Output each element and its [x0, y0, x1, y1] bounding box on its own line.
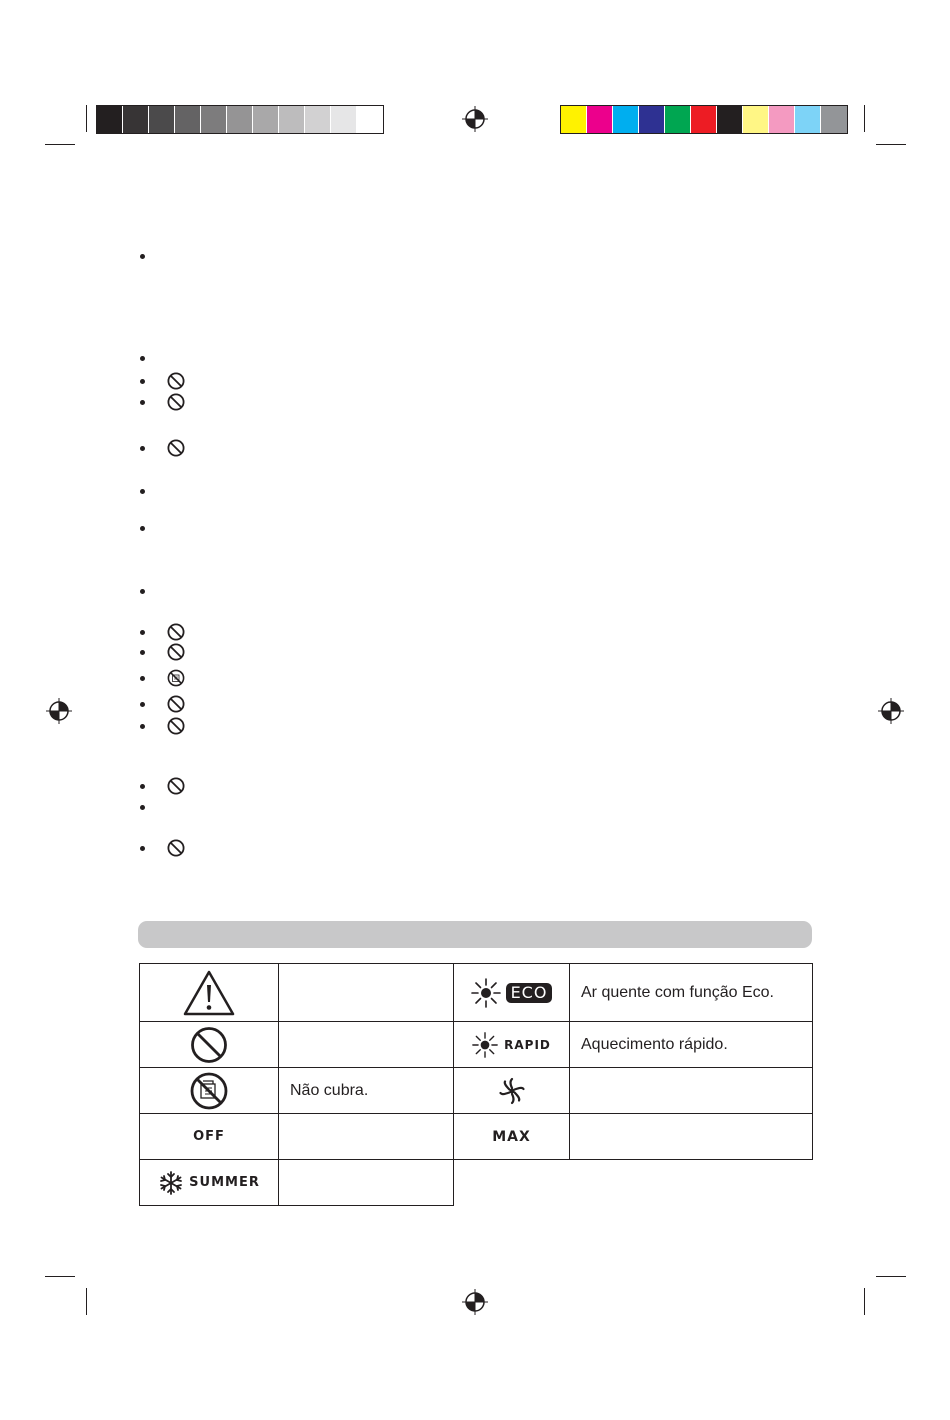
registration-mark-icon: [462, 106, 488, 132]
color-swatch: [717, 106, 743, 133]
prohibition-icon: [167, 777, 185, 795]
symbol-description: Ar quente com função Eco.: [569, 963, 813, 1022]
bullet-dot: [140, 846, 145, 851]
symbol-cell: [139, 963, 279, 1022]
symbol-cell: [139, 1021, 279, 1068]
bullet-dot: [140, 526, 145, 531]
color-swatch: [639, 106, 665, 133]
bullet-dot: [140, 379, 145, 384]
list-item: [140, 481, 145, 501]
symbol-cell: [453, 1067, 570, 1114]
symbol-cell: [139, 1067, 279, 1114]
symbol-description: Aquecimento rápido.: [569, 1021, 813, 1068]
off-icon: OFF: [193, 1129, 225, 1144]
symbol-cell: [139, 1113, 279, 1160]
list-item: [140, 581, 145, 601]
crop-mark: [45, 1276, 75, 1277]
symbol-cell: [453, 1021, 570, 1068]
list-item: [140, 518, 145, 538]
symbol-description: [278, 963, 454, 1022]
bullet-dot: [140, 650, 145, 655]
prohibition-icon: [167, 623, 185, 641]
symbol-description: [278, 1021, 454, 1068]
color-swatch: [821, 106, 847, 133]
crop-mark: [86, 105, 87, 132]
symbol-description: [278, 1159, 454, 1206]
color-swatch: [587, 106, 613, 133]
list-item: [140, 371, 145, 391]
fan-icon: [498, 1077, 526, 1105]
bullet-dot: [140, 400, 145, 405]
color-swatch: [561, 106, 587, 133]
section-header-bar: [138, 921, 812, 948]
sun-icon: [471, 978, 501, 1008]
prohibition-icon: [190, 1026, 228, 1064]
crop-mark: [86, 1288, 87, 1315]
crop-mark: [864, 105, 865, 132]
prohibition-icon: [167, 839, 185, 857]
color-swatch: [691, 106, 717, 133]
prohibition-icon: [167, 717, 185, 735]
bullet-dot: [140, 446, 145, 451]
color-swatch: [357, 106, 383, 133]
bullet-dot: [140, 702, 145, 707]
warning-triangle-icon: [182, 969, 236, 1017]
bullet-dot: [140, 724, 145, 729]
bullet-dot: [140, 254, 145, 259]
color-swatch: [97, 106, 123, 133]
list-item: [140, 838, 145, 858]
list-item: [140, 246, 145, 266]
list-item: [140, 694, 145, 714]
bullet-dot: [140, 784, 145, 789]
prohibition-icon: [167, 393, 185, 411]
color-swatch: [613, 106, 639, 133]
bullet-dot: [140, 589, 145, 594]
symbol-description: Não cubra.: [278, 1067, 454, 1114]
symbol-description: [278, 1113, 454, 1160]
color-swatch: [201, 106, 227, 133]
list-item: [140, 348, 145, 368]
sun-icon: [472, 1032, 498, 1058]
list-item: [140, 438, 145, 458]
registration-mark-icon: [46, 698, 72, 724]
crop-mark: [876, 144, 906, 145]
do-not-cover-icon: [189, 1071, 229, 1111]
list-item: [140, 668, 145, 688]
bullet-dot: [140, 489, 145, 494]
symbol-cell: [139, 1159, 279, 1206]
list-item: [140, 776, 145, 796]
prohibition-icon: [167, 439, 185, 457]
do-not-cover-icon: [167, 669, 185, 687]
bullet-dot: [140, 805, 145, 810]
list-item: [140, 797, 145, 817]
symbol-description: [569, 1067, 813, 1114]
grayscale-color-bar: [96, 105, 384, 134]
color-swatch: [175, 106, 201, 133]
color-swatch: [665, 106, 691, 133]
registration-mark-icon: [462, 1289, 488, 1315]
list-item: [140, 622, 145, 642]
color-swatch: [795, 106, 821, 133]
list-item: [140, 392, 145, 412]
list-item: [140, 642, 145, 662]
symbol-cell: [453, 1113, 570, 1160]
prohibition-icon: [167, 372, 185, 390]
color-swatch: [253, 106, 279, 133]
bullet-dot: [140, 356, 145, 361]
color-swatch: [227, 106, 253, 133]
color-swatch: [123, 106, 149, 133]
color-swatch: [743, 106, 769, 133]
crop-mark: [864, 1288, 865, 1315]
max-icon: MAX: [492, 1128, 531, 1145]
bullet-dot: [140, 676, 145, 681]
color-swatch: [149, 106, 175, 133]
crop-mark: [876, 1276, 906, 1277]
symbol-cell: [453, 963, 570, 1022]
color-swatch: [279, 106, 305, 133]
registration-mark-icon: [878, 698, 904, 724]
process-color-bar: [560, 105, 848, 134]
color-swatch: [769, 106, 795, 133]
color-swatch: [331, 106, 357, 133]
color-swatch: [305, 106, 331, 133]
eco-badge: ECO: [506, 983, 553, 1003]
bullet-dot: [140, 630, 145, 635]
rapid-label: RAPID: [504, 1037, 551, 1052]
prohibition-icon: [167, 643, 185, 661]
prohibition-icon: [167, 695, 185, 713]
list-item: [140, 716, 145, 736]
summer-label: SUMMER: [189, 1175, 260, 1190]
symbol-description: [569, 1113, 813, 1160]
crop-mark: [45, 144, 75, 145]
snowflake-icon: [158, 1170, 184, 1196]
